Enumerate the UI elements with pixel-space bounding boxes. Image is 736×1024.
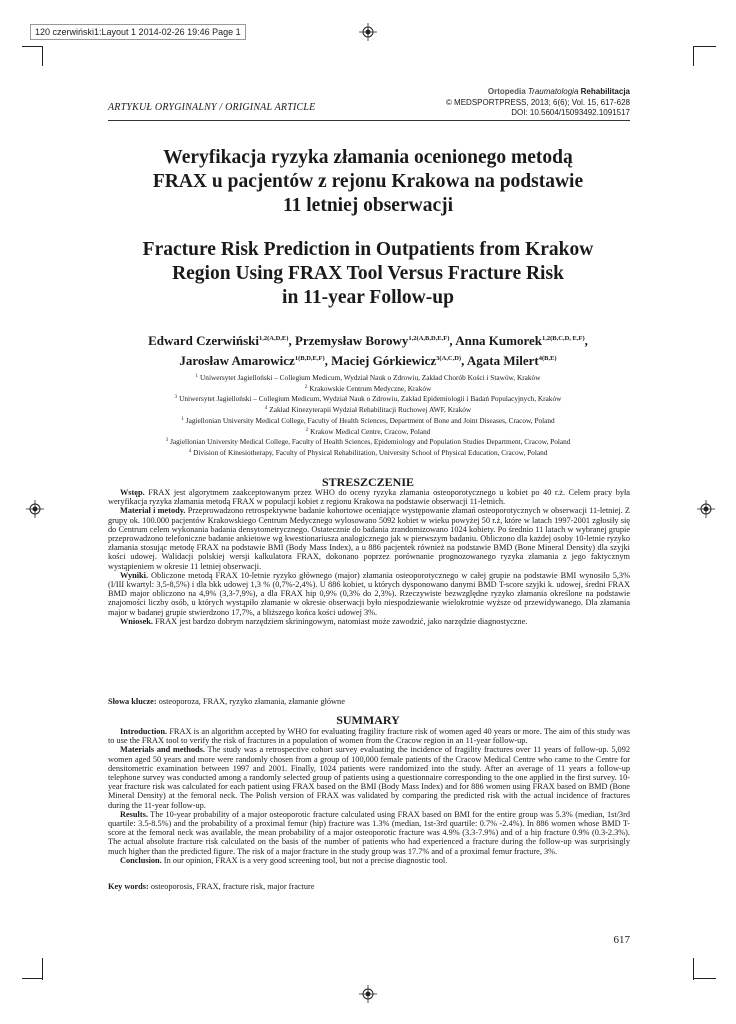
- paragraph-lead: Results.: [120, 809, 148, 819]
- author-name: Jarosław Amarowicz: [179, 353, 295, 368]
- affiliation-number: 2: [304, 384, 308, 390]
- author-affiliation: 1(B,D,E,F): [294, 355, 325, 362]
- title-line: 11 letniej obserwacji: [282, 195, 454, 216]
- author-line: [90, 330, 646, 350]
- journal-name-part: Ortopedia: [487, 87, 526, 96]
- affiliation-line: [100, 383, 636, 394]
- affiliations: [100, 372, 636, 458]
- paragraph-lead: Conclusion.: [120, 855, 162, 865]
- header-rule: [108, 120, 630, 121]
- affiliation-number: 4: [264, 406, 268, 412]
- affiliation-line: [100, 415, 636, 426]
- affiliation-text: Krakowskie Centrum Medyczne, Kraków: [309, 383, 432, 393]
- crop-mark: [42, 46, 43, 66]
- author-name: Agata Milert: [466, 353, 539, 368]
- author-affiliation: 1,2(A,D,E): [259, 335, 289, 342]
- streszczenie-body: [108, 488, 630, 626]
- paragraph-text: Obliczone metodą FRAX 10-letnie ryzyko głównego (major) złamania osteoporotycznego w całej grupie na podstawie BMI wynosiło 5,3% (I/III kwartyl: 3,5-8,5%) i dla bkk udowej 1,3 % (0,7%-2,4%). U 886 kobiet, u których dysponowano danymi BMD T-score szyjki k. udowej, średni FRAX BMD major obliczono na 4,9% (3,3-7,9%), a dla FRAX hip 0,9% (0,3% do 2,3%). Rzeczywiste bezwzględne ryzyko złamania określone na podstawie znajomości liczby osób, u których wystąpiło złamanie w okresie obserwacji było niespodziewanie wielokrotnie wyższe od przewidywanego. Dla złamania major w badanej grupie stwierdzono 17,7%, a bliższego końca kości udowej 3%.: [108, 570, 630, 617]
- crop-mark: [694, 46, 716, 47]
- author-name: Anna Kumorek: [455, 333, 543, 348]
- paragraph-lead: Wniosek.: [120, 616, 153, 626]
- author-separator: ,: [449, 333, 456, 348]
- author-affiliation: 3(A,C,D): [436, 355, 462, 362]
- affiliation-text: Zakład Kinezyterapii Wydział Rehabilitacji Ruchowej AWF, Kraków: [269, 405, 472, 415]
- paragraph-lead: Materials and methods.: [120, 745, 205, 755]
- paragraph-text: The 10-year probability of a major osteoporotic fracture calculated using FRAX based on BMI for the entire group was 5.3% (median, 1st/3rd quartile: 3.5-8.5%) and the probability of a proximal femur (hip) fracture was 1.3% (median, 1st-3rd quartile: 0.7% -2.4%). In 886 women whose BMD T-score at the femoral neck was available, the mean probability of a major osteoporotic fracture was 4.9% (3.3-7.9%) and of a hip fracture 0.9% (0.3-2.3%). The actual absolute fracture risk calculated on the basis of the number of patients who had experienced a fracture during the follow-up was surprisingly much higher than the predicted figure. The risk of a major fracture in the study group was 17.7% and of a proximal femur fracture, 3%.: [108, 809, 630, 856]
- affiliation-number: 2: [305, 427, 309, 433]
- paragraph-text: FRAX jest algorytmem zaakceptowanym przez WHO do oceny ryzyka złamania osteoporotycznego u kobiet po 40 r.ż. Celem pracy była weryfikacja ryzyka złamania metodą FRAX w populacji kobiet z regionu Krakowa na podstawie obserwacji 11-letnich.: [108, 488, 630, 507]
- registration-mark-icon: [359, 985, 377, 1003]
- crop-mark: [42, 958, 43, 980]
- keywords-english: [108, 882, 630, 891]
- affiliation-line: [100, 436, 636, 447]
- author-name: Edward Czerwiński: [148, 333, 259, 348]
- paragraph-text: FRAX is an algorithm accepted by WHO for evaluating fragility fracture risk of women aged 40 years or more. The aim of this study was to use the FRAX tool to verify the risk of fractures in a population of women from the Cracow region in an 11-year follow-up.: [108, 727, 630, 746]
- author-line: [90, 350, 646, 370]
- paragraph-lead: Wstęp.: [120, 488, 145, 497]
- title-line: in 11-year Follow-up: [282, 287, 454, 308]
- affiliation-text: Jagiellonian University Medical College, Faculty of Health Sciences, Department of Bone and Joint Diseases, Cracow, Poland: [185, 415, 555, 425]
- streszczenie-heading: STRESZCZENIE: [321, 475, 415, 489]
- affiliation-number: 1: [181, 416, 184, 422]
- abstract-paragraph: [108, 571, 630, 617]
- page-number: 617: [613, 934, 630, 946]
- paragraph-lead: Materiał i metody.: [120, 506, 186, 516]
- abstract-paragraph: [108, 745, 630, 809]
- affiliation-number: 1: [195, 374, 199, 379]
- affiliation-text: Jagiellonian University Medical College, Faculty of Health Sciences, Epidemiology and Population Studies Department, Cracow, Poland: [170, 437, 571, 447]
- author-name: Maciej Górkiewicz: [331, 353, 437, 368]
- paragraph-text: In our opinion, FRAX is a very good screening tool, but not a precise diagnostic tool.: [161, 855, 448, 865]
- abstract-paragraph: [108, 856, 630, 865]
- journal-info: [446, 87, 630, 119]
- abstract-paragraph: [108, 727, 630, 745]
- paragraph-text: FRAX jest bardzo dobrym narzędziem skriningowym, natomiast może zawodzić, jako narzędzie diagnostyczne.: [152, 616, 528, 626]
- author-list: [90, 330, 646, 370]
- registration-mark-icon: [697, 500, 715, 518]
- paragraph-lead: Introduction.: [120, 727, 168, 736]
- abstract-paragraph: [108, 488, 630, 506]
- affiliation-line: [100, 426, 636, 437]
- summary-body: [108, 727, 630, 865]
- article-type-label: ARTYKUŁ ORYGINALNY / ORIGINAL ARTICLE: [108, 102, 316, 113]
- keywords-text: osteoporosis, FRAX, fracture risk, major fracture: [148, 882, 315, 891]
- keywords-polish: [108, 697, 630, 706]
- crop-mark: [694, 978, 716, 979]
- author-separator: ,: [288, 333, 295, 348]
- author-name: Przemysław Borowy: [294, 333, 409, 348]
- journal-name-part: Traumatologia: [525, 87, 581, 96]
- publisher-line: © MEDSPORTPRESS, 2013; 6(6); Vol. 15, 617-628: [445, 97, 630, 107]
- affiliation-number: 3: [174, 395, 178, 401]
- author-separator: ,: [584, 333, 588, 348]
- crop-mark: [22, 978, 42, 979]
- title-line: FRAX u pacjentów z rejonu Krakowa na podstawie: [152, 171, 584, 192]
- title-line: Fracture Risk Prediction in Outpatients from Krakow: [142, 239, 594, 260]
- crop-mark: [693, 958, 694, 980]
- author-affiliation: 1,2(B,C,D, E,F): [542, 335, 585, 342]
- registration-mark-icon: [359, 23, 377, 41]
- journal-name: [446, 87, 630, 98]
- keywords-label: Key words:: [108, 882, 149, 891]
- summary-heading: SUMMARY: [336, 713, 400, 727]
- abstract-paragraph: [108, 810, 630, 856]
- author-separator: ,: [324, 353, 332, 368]
- author-separator: ,: [461, 353, 467, 368]
- abstract-paragraph: [108, 506, 630, 570]
- affiliation-text: Division of Kinesiotherapy, Faculty of Physical Rehabilitation, University School of Physical Education, Cracow, Poland: [193, 447, 548, 457]
- title-english: [90, 238, 646, 310]
- keywords-label: Słowa klucze:: [108, 697, 157, 706]
- author-affiliation: 4(B,E): [538, 355, 557, 362]
- crop-mark: [693, 46, 694, 66]
- title-line: Weryfikacja ryzyka złamania ocenionego metodą: [163, 147, 573, 168]
- title-line: Region Using FRAX Tool Versus Fracture Risk: [172, 263, 564, 284]
- print-slug: 120 czerwiński1:Layout 1 2014-02-26 19:46 Page 1: [30, 24, 246, 40]
- keywords-text: osteoporoza, FRAX, ryzyko złamania, złamanie główne: [156, 697, 345, 706]
- affiliation-line: [100, 404, 636, 415]
- journal-name-part: Rehabilitacja: [580, 87, 630, 96]
- abstract-paragraph: [108, 617, 630, 626]
- affiliation-text: Uniwersytet Jagielloński – Collegium Medicum, Wydział Nauk o Zdrowiu, Zakład Epidemiologii i Badań Populacyjnych, Kraków: [179, 394, 562, 404]
- paragraph-text: Przeprowadzono retrospektywne badanie kohortowe oceniające występowanie złamań osteoporotycznych w obserwacji 11-letniej. Z grupy ok. 100.000 pacjentów Krakowskiego Centrum Medycznego wylosowano 5092 kobiet w wieku powyżej 50 r.ż, które w latach 1997-2001 zgłosiły się do Centrum celem wykonania badania densytometrycznego. Ostatecznie do badania zrandomizowano 1024 kobiety. Po średnio 11 latach w wybranej grupie przeprowadzono telefoniczne badanie ankietowe wg kwestionariusza analogicznego jak w pierwszym badaniu. Obliczono dla każdej osoby 10-letnie ryzyko złamania stosując metodę FRAX na podstawie BMI (Body Mass Index), a u 886 pacjentek również na podstawie BMD (Bone Mineral Density) dla szyjki kości udowej. Walidacji polskiej wersji kalkulatora FRAX, dokonano poprzez porównanie prognozowanego ryzyka złamania z jego faktycznym wystąpieniem w okresie 11 letniej obserwacji.: [108, 506, 630, 571]
- affiliation-line: [100, 372, 636, 383]
- title-polish: [90, 146, 646, 218]
- affiliation-line: [100, 447, 636, 458]
- affiliation-text: Uniwersytet Jagielloński – Collegium Medicum, Wydział Nauk o Zdrowiu, Zakład Chorób Kości i Stawów, Kraków: [200, 373, 541, 382]
- doi-line: DOI: 10.5604/15093492.1091517: [511, 108, 630, 117]
- affiliation-number: 4: [188, 448, 192, 454]
- paragraph-lead: Wyniki.: [120, 570, 149, 580]
- author-affiliation: 1,2(A,B,D,E,F): [408, 335, 450, 342]
- affiliation-line: [100, 393, 636, 404]
- crop-mark: [22, 46, 42, 47]
- affiliation-text: Krakow Medical Centre, Cracow, Poland: [310, 426, 431, 436]
- paragraph-text: The study was a retrospective cohort survey evaluating the incidence of fragility fractures over 11 years of follow-up. 5,092 women aged 50 years and more were randomly chosen from a group of 100,000 female patients of the Cracow Medical Centre who came to the Centre for densitometric examination between 1997 and 2001. Finally, 1024 patients were randomized into the study. After an average of 11 years a follow-up telephone survey was conducted among a randomly selected group of patients using a questionnaire corresponding to the one applied in the first survey. 10-year fracture risk was calculated for each patient using FRAX based on the BMI (Body Mass Index) and for 886 women using FRAX based on BMD (Bone Mineral Density) at the femoral neck. The Polish version of FRAX was validated by comparing the predicted risk with the actual incidence of fractures during the 11-year follow-up.: [108, 745, 630, 810]
- registration-mark-icon: [26, 500, 44, 518]
- affiliation-number: 3: [165, 438, 169, 444]
